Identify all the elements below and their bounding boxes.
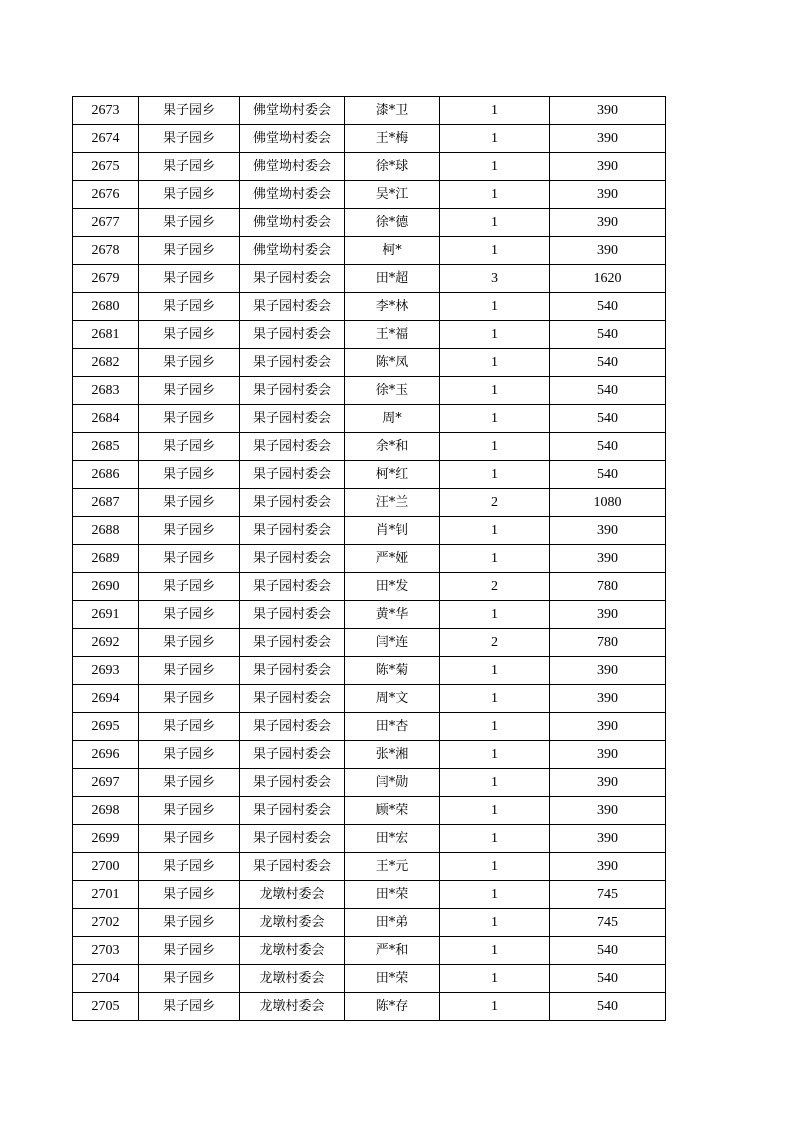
table-row: [73, 125, 666, 153]
name-cell: 陈*凤: [345, 349, 440, 377]
row-number-cell: 2690: [73, 573, 139, 601]
township-cell: 果子园乡: [139, 657, 240, 685]
table-row: [73, 405, 666, 433]
amount-cell: 390: [550, 741, 666, 769]
village-committee-cell: 龙墩村委会: [240, 937, 345, 965]
village-committee-cell: 果子园村委会: [240, 405, 345, 433]
name-cell: 王*梅: [345, 125, 440, 153]
amount-cell: 390: [550, 713, 666, 741]
village-committee-cell: 龙墩村委会: [240, 965, 345, 993]
village-committee-cell: 果子园村委会: [240, 685, 345, 713]
table-row: [73, 489, 666, 517]
table-row: [73, 321, 666, 349]
name-cell: 黄*华: [345, 601, 440, 629]
name-cell: 汪*兰: [345, 489, 440, 517]
township-cell: 果子园乡: [139, 293, 240, 321]
table-row: [73, 181, 666, 209]
count-cell: 1: [440, 601, 550, 629]
table-row: [73, 685, 666, 713]
table-row: [73, 153, 666, 181]
name-cell: 余*和: [345, 433, 440, 461]
township-cell: 果子园乡: [139, 433, 240, 461]
table-row: [73, 349, 666, 377]
village-committee-cell: 果子园村委会: [240, 461, 345, 489]
count-cell: 1: [440, 517, 550, 545]
village-committee-cell: 果子园村委会: [240, 853, 345, 881]
count-cell: 1: [440, 349, 550, 377]
amount-cell: 780: [550, 573, 666, 601]
amount-cell: 390: [550, 685, 666, 713]
row-number-cell: 2698: [73, 797, 139, 825]
village-committee-cell: 佛堂坳村委会: [240, 97, 345, 125]
township-cell: 果子园乡: [139, 629, 240, 657]
row-number-cell: 2700: [73, 853, 139, 881]
village-committee-cell: 果子园村委会: [240, 349, 345, 377]
township-cell: 果子园乡: [139, 601, 240, 629]
name-cell: 陈*菊: [345, 657, 440, 685]
name-cell: 肖*钊: [345, 517, 440, 545]
amount-cell: 390: [550, 797, 666, 825]
row-number-cell: 2685: [73, 433, 139, 461]
name-cell: 张*湘: [345, 741, 440, 769]
township-cell: 果子园乡: [139, 881, 240, 909]
amount-cell: 390: [550, 769, 666, 797]
name-cell: 徐*玉: [345, 377, 440, 405]
village-committee-cell: 果子园村委会: [240, 377, 345, 405]
table-row: [73, 433, 666, 461]
row-number-cell: 2675: [73, 153, 139, 181]
count-cell: 1: [440, 237, 550, 265]
table-row: [73, 209, 666, 237]
table-row: [73, 797, 666, 825]
village-committee-cell: 果子园村委会: [240, 489, 345, 517]
count-cell: 1: [440, 769, 550, 797]
count-cell: 1: [440, 153, 550, 181]
table-row: [73, 545, 666, 573]
name-cell: 田*杏: [345, 713, 440, 741]
count-cell: 2: [440, 573, 550, 601]
village-committee-cell: 佛堂坳村委会: [240, 153, 345, 181]
amount-cell: 540: [550, 937, 666, 965]
amount-cell: 540: [550, 461, 666, 489]
count-cell: 1: [440, 741, 550, 769]
township-cell: 果子园乡: [139, 769, 240, 797]
village-committee-cell: 龙墩村委会: [240, 881, 345, 909]
count-cell: 1: [440, 797, 550, 825]
township-cell: 果子园乡: [139, 825, 240, 853]
table-row: [73, 909, 666, 937]
village-committee-cell: 果子园村委会: [240, 293, 345, 321]
table-row: [73, 993, 666, 1021]
table-row: [73, 601, 666, 629]
village-committee-cell: 佛堂坳村委会: [240, 209, 345, 237]
row-number-cell: 2682: [73, 349, 139, 377]
table-row: [73, 293, 666, 321]
amount-cell: 540: [550, 405, 666, 433]
count-cell: 1: [440, 881, 550, 909]
table-row: [73, 825, 666, 853]
village-committee-cell: 佛堂坳村委会: [240, 125, 345, 153]
township-cell: 果子园乡: [139, 909, 240, 937]
township-cell: 果子园乡: [139, 685, 240, 713]
count-cell: 1: [440, 209, 550, 237]
name-cell: 柯*: [345, 237, 440, 265]
row-number-cell: 2684: [73, 405, 139, 433]
table-row: [73, 377, 666, 405]
count-cell: 1: [440, 433, 550, 461]
amount-cell: 390: [550, 125, 666, 153]
village-committee-cell: 佛堂坳村委会: [240, 237, 345, 265]
township-cell: 果子园乡: [139, 209, 240, 237]
table-row: [73, 629, 666, 657]
village-committee-cell: 果子园村委会: [240, 713, 345, 741]
row-number-cell: 2705: [73, 993, 139, 1021]
village-committee-cell: 果子园村委会: [240, 825, 345, 853]
table-row: [73, 461, 666, 489]
count-cell: 1: [440, 293, 550, 321]
row-number-cell: 2678: [73, 237, 139, 265]
row-number-cell: 2695: [73, 713, 139, 741]
name-cell: 徐*球: [345, 153, 440, 181]
township-cell: 果子园乡: [139, 153, 240, 181]
count-cell: 1: [440, 321, 550, 349]
amount-cell: 540: [550, 433, 666, 461]
count-cell: 1: [440, 965, 550, 993]
township-cell: 果子园乡: [139, 349, 240, 377]
name-cell: 严*和: [345, 937, 440, 965]
row-number-cell: 2697: [73, 769, 139, 797]
row-number-cell: 2688: [73, 517, 139, 545]
amount-cell: 390: [550, 545, 666, 573]
amount-cell: 540: [550, 293, 666, 321]
count-cell: 1: [440, 825, 550, 853]
amount-cell: 390: [550, 237, 666, 265]
township-cell: 果子园乡: [139, 573, 240, 601]
name-cell: 田*弟: [345, 909, 440, 937]
amount-cell: 540: [550, 993, 666, 1021]
row-number-cell: 2686: [73, 461, 139, 489]
row-number-cell: 2696: [73, 741, 139, 769]
row-number-cell: 2701: [73, 881, 139, 909]
table-row: [73, 517, 666, 545]
table-row: [73, 573, 666, 601]
count-cell: 1: [440, 181, 550, 209]
village-committee-cell: 果子园村委会: [240, 657, 345, 685]
village-committee-cell: 果子园村委会: [240, 545, 345, 573]
name-cell: 陈*存: [345, 993, 440, 1021]
table-row: [73, 265, 666, 293]
village-committee-cell: 龙墩村委会: [240, 993, 345, 1021]
amount-cell: 390: [550, 97, 666, 125]
row-number-cell: 2702: [73, 909, 139, 937]
row-number-cell: 2689: [73, 545, 139, 573]
township-cell: 果子园乡: [139, 965, 240, 993]
amount-cell: 390: [550, 181, 666, 209]
name-cell: 严*娅: [345, 545, 440, 573]
amount-cell: 390: [550, 853, 666, 881]
township-cell: 果子园乡: [139, 741, 240, 769]
name-cell: 田*荣: [345, 881, 440, 909]
village-committee-cell: 果子园村委会: [240, 797, 345, 825]
name-cell: 周*文: [345, 685, 440, 713]
township-cell: 果子园乡: [139, 377, 240, 405]
count-cell: 1: [440, 713, 550, 741]
township-cell: 果子园乡: [139, 97, 240, 125]
count-cell: 1: [440, 97, 550, 125]
village-committee-cell: 果子园村委会: [240, 321, 345, 349]
township-cell: 果子园乡: [139, 713, 240, 741]
count-cell: 1: [440, 853, 550, 881]
row-number-cell: 2704: [73, 965, 139, 993]
count-cell: 1: [440, 937, 550, 965]
row-number-cell: 2683: [73, 377, 139, 405]
row-number-cell: 2673: [73, 97, 139, 125]
name-cell: 徐*德: [345, 209, 440, 237]
township-cell: 果子园乡: [139, 461, 240, 489]
row-number-cell: 2694: [73, 685, 139, 713]
amount-cell: 745: [550, 881, 666, 909]
count-cell: 2: [440, 489, 550, 517]
row-number-cell: 2677: [73, 209, 139, 237]
row-number-cell: 2681: [73, 321, 139, 349]
village-committee-cell: 果子园村委会: [240, 517, 345, 545]
amount-cell: 1620: [550, 265, 666, 293]
row-number-cell: 2679: [73, 265, 139, 293]
row-number-cell: 2691: [73, 601, 139, 629]
village-committee-cell: 果子园村委会: [240, 573, 345, 601]
table-row: [73, 657, 666, 685]
amount-cell: 745: [550, 909, 666, 937]
village-committee-cell: 果子园村委会: [240, 741, 345, 769]
amount-cell: 540: [550, 321, 666, 349]
count-cell: 1: [440, 657, 550, 685]
township-cell: 果子园乡: [139, 265, 240, 293]
name-cell: 田*宏: [345, 825, 440, 853]
amount-cell: 540: [550, 349, 666, 377]
row-number-cell: 2680: [73, 293, 139, 321]
village-committee-cell: 果子园村委会: [240, 769, 345, 797]
table-row: [73, 237, 666, 265]
amount-cell: 390: [550, 601, 666, 629]
amount-cell: 540: [550, 377, 666, 405]
table-body: [73, 97, 666, 1021]
amount-cell: 780: [550, 629, 666, 657]
table-row: [73, 853, 666, 881]
count-cell: 2: [440, 629, 550, 657]
count-cell: 1: [440, 545, 550, 573]
name-cell: 柯*红: [345, 461, 440, 489]
township-cell: 果子园乡: [139, 993, 240, 1021]
township-cell: 果子园乡: [139, 545, 240, 573]
village-committee-cell: 龙墩村委会: [240, 909, 345, 937]
amount-cell: 540: [550, 965, 666, 993]
name-cell: 王*福: [345, 321, 440, 349]
data-table: [72, 96, 666, 1021]
name-cell: 漆*卫: [345, 97, 440, 125]
row-number-cell: 2687: [73, 489, 139, 517]
amount-cell: 390: [550, 209, 666, 237]
village-committee-cell: 果子园村委会: [240, 601, 345, 629]
amount-cell: 390: [550, 153, 666, 181]
name-cell: 王*元: [345, 853, 440, 881]
count-cell: 1: [440, 377, 550, 405]
village-committee-cell: 果子园村委会: [240, 265, 345, 293]
township-cell: 果子园乡: [139, 125, 240, 153]
table-row: [73, 741, 666, 769]
name-cell: 吴*江: [345, 181, 440, 209]
count-cell: 1: [440, 125, 550, 153]
row-number-cell: 2699: [73, 825, 139, 853]
count-cell: 1: [440, 909, 550, 937]
table-row: [73, 881, 666, 909]
name-cell: 田*荣: [345, 965, 440, 993]
amount-cell: 1080: [550, 489, 666, 517]
village-committee-cell: 佛堂坳村委会: [240, 181, 345, 209]
row-number-cell: 2676: [73, 181, 139, 209]
name-cell: 周*: [345, 405, 440, 433]
township-cell: 果子园乡: [139, 489, 240, 517]
village-committee-cell: 果子园村委会: [240, 433, 345, 461]
table-row: [73, 97, 666, 125]
name-cell: 田*超: [345, 265, 440, 293]
township-cell: 果子园乡: [139, 517, 240, 545]
count-cell: 1: [440, 685, 550, 713]
count-cell: 3: [440, 265, 550, 293]
name-cell: 闫*勋: [345, 769, 440, 797]
row-number-cell: 2703: [73, 937, 139, 965]
township-cell: 果子园乡: [139, 321, 240, 349]
table-row: [73, 937, 666, 965]
row-number-cell: 2674: [73, 125, 139, 153]
name-cell: 田*发: [345, 573, 440, 601]
row-number-cell: 2692: [73, 629, 139, 657]
township-cell: 果子园乡: [139, 405, 240, 433]
name-cell: 李*林: [345, 293, 440, 321]
table-row: [73, 713, 666, 741]
table-row: [73, 769, 666, 797]
count-cell: 1: [440, 461, 550, 489]
township-cell: 果子园乡: [139, 181, 240, 209]
table-row: [73, 965, 666, 993]
row-number-cell: 2693: [73, 657, 139, 685]
township-cell: 果子园乡: [139, 797, 240, 825]
township-cell: 果子园乡: [139, 237, 240, 265]
count-cell: 1: [440, 405, 550, 433]
amount-cell: 390: [550, 657, 666, 685]
township-cell: 果子园乡: [139, 853, 240, 881]
township-cell: 果子园乡: [139, 937, 240, 965]
count-cell: 1: [440, 993, 550, 1021]
name-cell: 顾*荣: [345, 797, 440, 825]
amount-cell: 390: [550, 825, 666, 853]
name-cell: 闫*连: [345, 629, 440, 657]
amount-cell: 390: [550, 517, 666, 545]
village-committee-cell: 果子园村委会: [240, 629, 345, 657]
